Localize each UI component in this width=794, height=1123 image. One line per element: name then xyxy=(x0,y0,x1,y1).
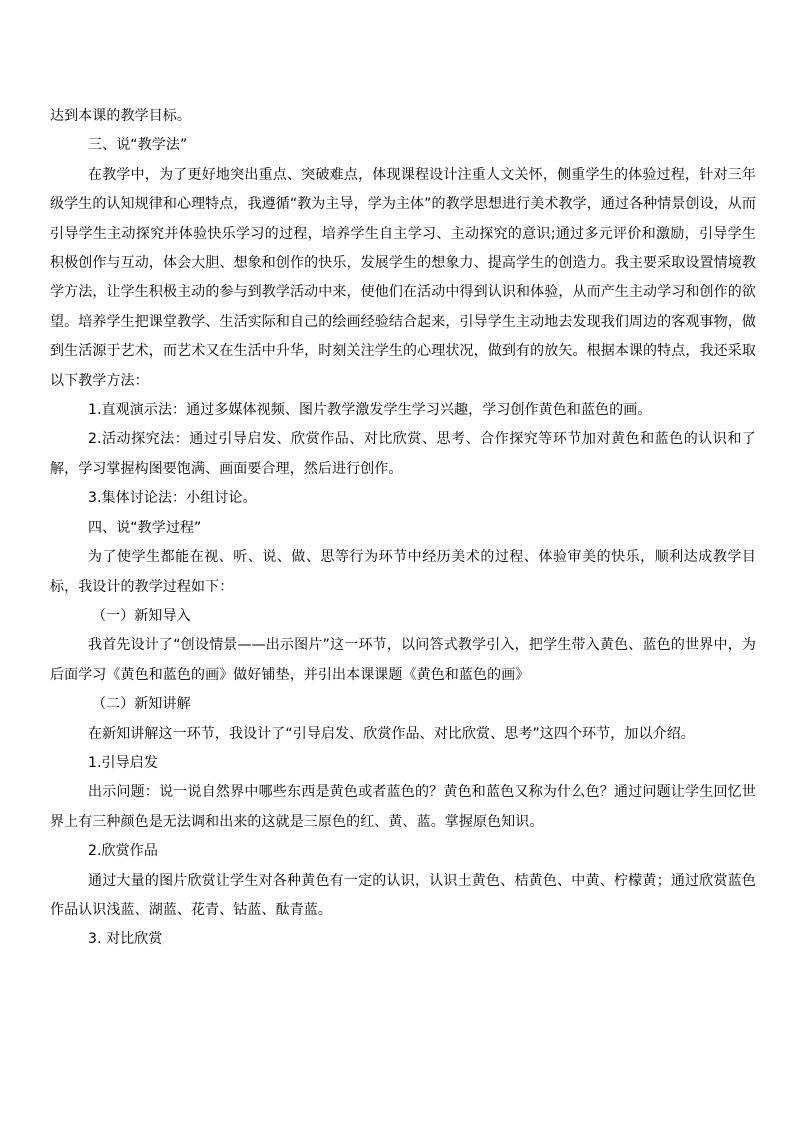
list-item-method-2: 2.活动探究法：通过引导启发、欣赏作品、对比欣赏、思考、合作探究等环节加对黄色和蓝色的认识和了解，学习掌握构图要饱满、画面要合理，然后进行创作。 xyxy=(50,431,756,477)
subsection-heading-intro: （一）新知导入 xyxy=(92,607,191,624)
paragraph-continuation: 达到本课的教学目标。 xyxy=(50,108,191,124)
paragraph-process-intro: 为了使学生都能在视、听、说、做、思等行为环节中经历美术的过程、体验审美的快乐，顺利达成教学目标，我设计的教学过程如下： xyxy=(50,549,756,595)
paragraph-teaching-methods-body: 在教学中，为了更好地突出重点、突破难点，体现课程设计注重人文关怀，侧重学生的体验过程，针对三年级学生的认知规律和心理特点，我遵循“教为主导，学为主体”的教学思想进行美术教学，通过各种情景创设，从而引导学生主动探究并体验快乐学习的过程，培养学生自主学习、主动探究的意识;通过多元评价和激励，引导学生积极创作与互动，体会大胆、想象和创作的快乐，发展学生的想象力、提高学生的创造力。我主要采取设置情境教学方法，让学生积极主动的参与到教学活动中来，使他们在活动中得到认识和体验，从而产生主动学习和创作的欲望。培养学生把课堂教学、生活实际和自己的绘画经验结合起来，引导学生主动地去发现我们周边的客观事物，做到生活源于艺术，而艺术又在生活中升华，时刻关注学生的心理状况，做到有的放矢。根据本课的特点，我还采取以下教学方法： xyxy=(50,166,756,389)
section-heading-teaching-process: 四、说“教学过程” xyxy=(88,519,202,536)
list-item-method-3: 3.集体讨论法：小组讨论。 xyxy=(88,490,257,507)
paragraph-guidance-body: 出示问题：说一说自然界中哪些东西是黄色或者蓝色的？黄色和蓝色又称为什么色？通过问题让学生回忆世界上有三种颜色是无法调和出来的这就是三原色的红、黄、蓝。掌握原色知识。 xyxy=(50,784,756,830)
list-item-method-1: 1.直观演示法：通过多媒体视频、图片教学激发学生学习兴趣，学习创作黄色和蓝色的画。 xyxy=(88,402,652,419)
subsection-heading-explanation: （二）新知讲解 xyxy=(92,696,191,713)
step-heading-comparison: 3. 对比欣赏 xyxy=(88,931,163,948)
paragraph-intro-body: 我首先设计了“创设情景——出示图片”这一环节，以问答式教学引入，把学生带入黄色、蓝色的世界中，为后面学习《黄色和蓝色的画》做好铺垫，并引出本课课题《黄色和蓝色的画》 xyxy=(50,637,756,683)
section-heading-teaching-methods: 三、说“教学法” xyxy=(88,137,188,154)
step-heading-guidance: 1.引导启发 xyxy=(88,754,158,771)
paragraph-appreciation-body: 通过大量的图片欣赏让学生对各种黄色有一定的认识，认识土黄色、桔黄色、中黄、柠檬黄；通过欣赏蓝色作品认识浅蓝、湖蓝、花青、钴蓝、酞青蓝。 xyxy=(50,872,756,918)
step-heading-appreciation: 2.欣赏作品 xyxy=(88,843,158,860)
paragraph-explanation-body: 在新知讲解这一环节，我设计了“引导启发、欣赏作品、对比欣赏、思考”这四个环节，加以介绍。 xyxy=(88,725,695,742)
